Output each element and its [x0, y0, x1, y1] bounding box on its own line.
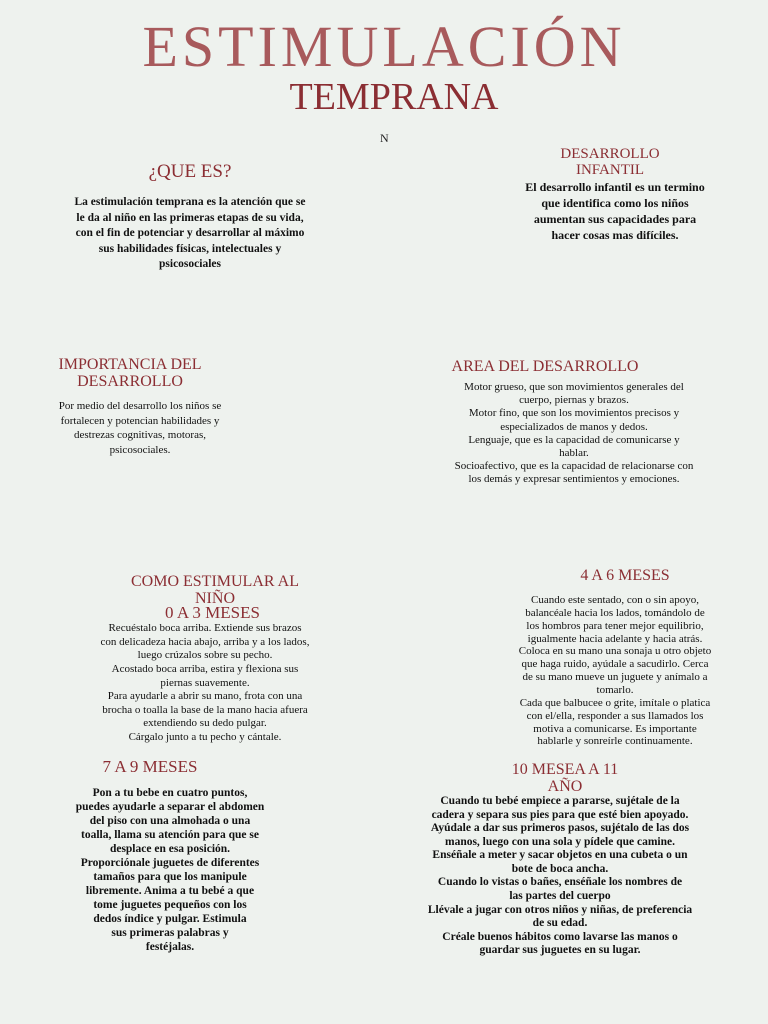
stray-mark: N [380, 131, 389, 145]
diez-once-text: Cuando tu bebé empiece a pararse, sujétale de la cadera y separa sus pies para que esté bien apoyado. Ayúdale a dar sus primeros pasos, sujétalo de las dos manos, luego con una sola y pídele que camine. Enséñale a meter y sacar objetos en una cubeta o un bote de boca ancha. Cuando lo vistas o bañes, enséñale los nombres de las partes del cuerpo Llévale a jugar con otros niños y niñas, de preferencia de su edad. Créale buenos hábitos como lavarse las manos o guardar sus juguetes en su lugar. [427, 795, 693, 957]
como-estimular-subheading: 0 A 3 MESES [165, 603, 260, 622]
cuatro-seis-heading: 4 A 6 MESES [580, 567, 670, 584]
cuatro-seis-text: Cuando este sentado, con o sin apoyo, balancéale hacia los lados, tomándolo de los hombros para tener mejor equilibrio, igualmente hacia adelante y hacia atrás. Coloca en su mano una sonaja u otro objeto que haga ruido, ayúdale a sacudirlo. Cerca de su mano mueve un juguete y anímalo a tomarlo. Cada que balbucee o grite, imítale o platica con el/ella, responder a sus llamados los motiva a comunicarse. Es importante hablarle y sonreírle continuamente. [518, 594, 712, 748]
page-title: ESTIMULACIÓN [142, 14, 626, 79]
page-subtitle: TEMPRANA [289, 76, 499, 118]
desarrollo-infantil-text: El desarrollo infantil es un termino que identifica como los niños aumentan sus capacidades para hacer cosas mas difíciles. [525, 180, 705, 242]
que-es-text: La estimulación temprana es la atención que se le da al niño en las primeras etapas de su vida, con el fin de potenciar y desarrollar al máximo sus habilidades físicas, intelectuales y psicosociales [74, 196, 306, 271]
importancia-heading: IMPORTANCIA DEL DESARROLLO [58, 356, 202, 390]
area-text: Motor grueso, que son movimientos generales del cuerpo, piernas y brazos. Motor fino, que son los movimientos precisos y especializados de manos y dedos. Lenguaje, que es la capacidad de comunicarse y hablar. Socioafectivo, que es la capacidad de relacionarse con los demás y expresar sentimientos y emociones. [454, 381, 694, 486]
area-heading: AREA DEL DESARROLLO [451, 358, 639, 375]
siete-nueve-heading: 7 A 9 MESES [102, 757, 198, 776]
como-estimular-text: Recuéstalo boca arriba. Extiende sus brazos con delicadeza hacia abajo, arriba y a los lados, luego crúzalos sobre su pecho. Acostado boca arriba, estira y flexiona sus piernas suavemente. Para ayudarle a abrir su mano, frota con una brocha o toalla la base de la mano hacia afuera extendiendo su dedo pulgar. Cárgalo junto a tu pecho y cántale. [100, 622, 310, 743]
como-estimular-heading: COMO ESTIMULAR AL NIÑO [130, 573, 299, 607]
diez-once-heading: 10 MESEA A 11 AÑO [511, 761, 619, 795]
desarrollo-infantil-heading: DESARROLLO INFANTIL [560, 146, 660, 178]
que-es-heading: ¿QUE ES? [148, 161, 232, 182]
siete-nueve-text: Pon a tu bebe en cuatro puntos, puedes ayudarle a separar el abdomen del piso con una almohada o una toalla, llama su atención para que se desplace en esa posición. Proporciónale juguetes de diferentes tamaños para que los manipule libremente. Anima a tu bebé a que tome juguetes pequeños con los dedos índice y pulgar. Estimula sus primeras palabras y festéjalas. [75, 787, 265, 954]
importancia-text: Por medio del desarrollo los niños se fortalecen y potencian habilidades y destrezas cognitivas, motoras, psicosociales. [58, 400, 222, 456]
